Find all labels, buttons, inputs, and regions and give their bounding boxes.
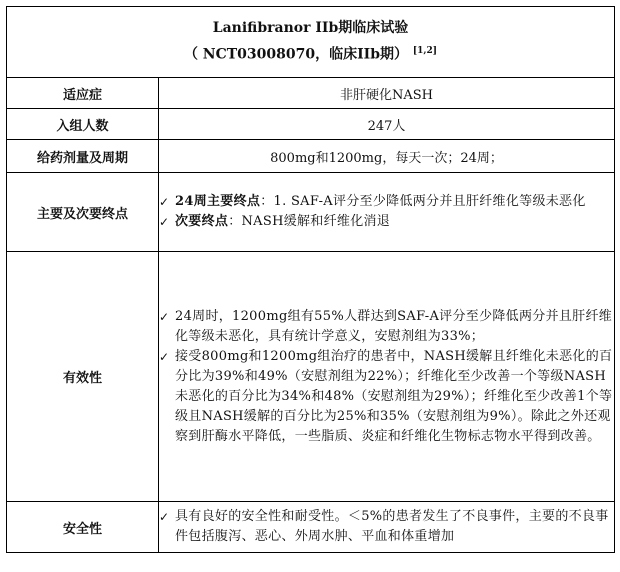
table-title — [7, 7, 615, 78]
efficacy-label: 有效性 — [7, 252, 159, 502]
secondary-endpoint-heading: 次要终点 — [175, 214, 229, 229]
reference-superscript: [1,2] — [412, 46, 438, 57]
check-mark-icon: ✓ — [159, 309, 170, 324]
dosing-label: 给药剂量及周期 — [7, 140, 159, 173]
check-mark-icon: ✓ — [159, 195, 170, 209]
list-item — [159, 347, 614, 447]
indication-label: 适应症 — [7, 78, 159, 109]
efficacy-row — [7, 252, 615, 502]
efficacy-text-2: 接受800mg和1200mg组治疗的患者中，NASH缓解且纤维化未恶化的百分比为39%和49%（安慰剂组为22%）；纤维化至少改善一个等级NASH未恶化的百分比为34%和48%（安慰剂组为29%）；纤维化至少改善1个等级且NASH缓解的百分比为25%和35%（安慰剂组为9%）。除此之外还观察到肝酶水平降低，一些脂质、炎症和纤维化生物标志物水平得到改善。 — [175, 348, 613, 444]
enrollment-label: 入组人数 — [7, 109, 159, 140]
safety-list — [159, 502, 615, 553]
safety-text: 具有良好的安全性和耐受性。＜5%的患者发生了不良事件，主要的不良事件包括腹泻、恶心、外周水肿、平血和体重增加 — [175, 509, 609, 544]
endpoints-row — [7, 173, 615, 252]
title-line-2 — [7, 40, 614, 67]
title-line-1: Lanifibranor IIb期临床试验 — [212, 20, 409, 37]
safety-row — [7, 502, 615, 553]
efficacy-text-1: 24周时，1200mg组有55%人群达到SAF-A评分至少降低两分并且肝纤维化等级未恶化，具有统计学意义，安慰剂组为33%； — [175, 308, 613, 344]
enrollment-value: 247人 — [159, 109, 615, 140]
indication-value: 非肝硬化NASH — [159, 78, 615, 109]
indication-row — [7, 78, 615, 109]
title-line-2-text: （ NCT03008070，临床IIb期） — [183, 46, 408, 63]
endpoints-list — [159, 173, 615, 252]
primary-endpoint-text: ：1. SAF-A评分至少降低两分并且肝纤维化等级未恶化 — [260, 194, 586, 209]
enrollment-row — [7, 109, 615, 140]
list-item — [159, 307, 614, 347]
safety-label: 安全性 — [7, 502, 159, 553]
dosing-value: 800mg和1200mg，每天一次；24周； — [159, 140, 615, 173]
secondary-endpoint-text: ：NASH缓解和纤维化消退 — [228, 214, 391, 229]
endpoints-label: 主要及次要终点 — [7, 173, 159, 252]
check-mark-icon: ✓ — [159, 510, 170, 524]
list-item — [159, 507, 614, 547]
primary-endpoint-heading: 24周主要终点 — [175, 194, 261, 209]
list-item — [159, 192, 614, 212]
trial-summary-table — [6, 6, 615, 553]
dosing-row — [7, 140, 615, 173]
list-item — [159, 212, 614, 232]
check-mark-icon: ✓ — [159, 349, 170, 364]
check-mark-icon: ✓ — [159, 215, 170, 229]
efficacy-list — [159, 252, 615, 502]
